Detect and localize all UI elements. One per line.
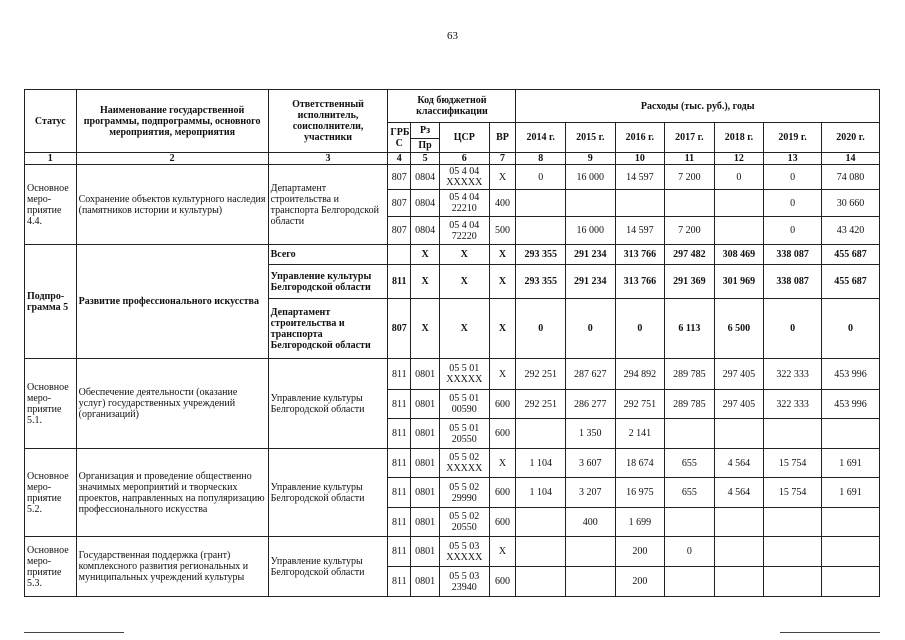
expense-cell: 0 — [615, 299, 665, 359]
column-number: 12 — [714, 153, 764, 165]
rz-cell: 0801 — [411, 537, 440, 567]
grbs-cell: 811 — [388, 419, 411, 449]
column-number-row — [25, 153, 880, 165]
column-number: 8 — [516, 153, 566, 165]
expense-cell — [516, 508, 566, 537]
expense-cell: 1 699 — [615, 508, 665, 537]
grbs-cell: 811 — [388, 265, 411, 299]
header-vr: ВР — [489, 123, 516, 153]
expense-cell: 16 000 — [566, 165, 616, 190]
expense-cell: 287 627 — [566, 359, 616, 390]
expense-cell: 16 000 — [566, 217, 616, 245]
expense-cell: 292 251 — [516, 390, 566, 419]
expense-cell: 1 691 — [822, 449, 880, 478]
vr-cell: X — [489, 449, 516, 478]
rz-cell: X — [411, 265, 440, 299]
header-year: 2017 г. — [665, 123, 715, 153]
bottom-rule-left — [24, 632, 124, 633]
vr-cell: 600 — [489, 390, 516, 419]
expense-cell: 3 207 — [566, 478, 616, 508]
expense-cell: 3 607 — [566, 449, 616, 478]
expense-cell — [764, 537, 822, 567]
grbs-cell: 811 — [388, 359, 411, 390]
expense-cell: 291 234 — [566, 265, 616, 299]
table-row — [25, 245, 880, 265]
csr-cell: 05 5 01 XXXXX — [440, 359, 490, 390]
expense-cell — [615, 190, 665, 217]
status-cell: Основное меро- приятие 5.2. — [25, 449, 77, 537]
grbs-cell: 807 — [388, 190, 411, 217]
expense-cell — [764, 567, 822, 597]
vr-cell: X — [489, 265, 516, 299]
expense-cell: 297 405 — [714, 390, 764, 419]
expense-cell — [516, 190, 566, 217]
header-budget-code: Код бюджетной классификации — [388, 90, 516, 123]
expense-cell: 297 405 — [714, 359, 764, 390]
name-cell: Сохранение объектов культурного наследия (памятников истории и культуры) — [76, 165, 268, 245]
name-cell: Организация и проведение общественно значимых мероприятий и творческих проектов, направленных на популяризацию профессионального искусства — [76, 449, 268, 537]
expense-cell — [822, 567, 880, 597]
status-cell: Основное меро- приятие 4.4. — [25, 165, 77, 245]
expense-cell: 289 785 — [665, 390, 715, 419]
header-pr: Пр — [411, 139, 440, 153]
bottom-rule-right — [780, 632, 880, 633]
csr-cell: 05 5 03 XXXXX — [440, 537, 490, 567]
expense-cell: 322 333 — [764, 359, 822, 390]
responsible-cell: Управление культуры Белгородской области — [268, 537, 388, 597]
expense-cell: 0 — [764, 217, 822, 245]
csr-cell: 05 5 03 23940 — [440, 567, 490, 597]
expense-cell: 1 104 — [516, 449, 566, 478]
expense-cell — [764, 419, 822, 449]
vr-cell: X — [489, 537, 516, 567]
rz-cell: X — [411, 299, 440, 359]
expense-cell — [714, 537, 764, 567]
expense-cell: 6 113 — [665, 299, 715, 359]
grbs-cell: 811 — [388, 449, 411, 478]
expense-cell: 308 469 — [714, 245, 764, 265]
expense-cell: 4 564 — [714, 478, 764, 508]
expense-cell — [714, 508, 764, 537]
expense-cell: 14 597 — [615, 165, 665, 190]
responsible-cell: Департамент строительства и транспорта Белгородской области — [268, 299, 388, 359]
rz-cell: 0801 — [411, 449, 440, 478]
column-number: 4 — [388, 153, 411, 165]
expense-cell — [714, 419, 764, 449]
expense-cell — [665, 508, 715, 537]
rz-cell: 0804 — [411, 217, 440, 245]
expense-cell: 74 080 — [822, 165, 880, 190]
expense-cell — [822, 508, 880, 537]
expense-cell: 453 996 — [822, 359, 880, 390]
expense-cell: 0 — [822, 299, 880, 359]
header-year: 2019 г. — [764, 123, 822, 153]
expense-cell: 0 — [714, 165, 764, 190]
expense-cell: 0 — [764, 299, 822, 359]
budget-table — [24, 89, 880, 597]
expense-cell: 200 — [615, 537, 665, 567]
expense-cell — [516, 217, 566, 245]
grbs-cell: 811 — [388, 567, 411, 597]
responsible-cell: Управление культуры Белгородской области — [268, 449, 388, 537]
expense-cell: 200 — [615, 567, 665, 597]
header-year: 2020 г. — [822, 123, 880, 153]
rz-cell: 0801 — [411, 419, 440, 449]
expense-cell — [566, 190, 616, 217]
expense-cell: 294 892 — [615, 359, 665, 390]
csr-cell: 05 5 02 20550 — [440, 508, 490, 537]
expense-cell: 292 251 — [516, 359, 566, 390]
grbs-cell: 811 — [388, 537, 411, 567]
table-row — [25, 165, 880, 190]
grbs-cell: 807 — [388, 299, 411, 359]
header-year: 2014 г. — [516, 123, 566, 153]
header-csr: ЦСР — [440, 123, 490, 153]
expense-cell — [714, 217, 764, 245]
grbs-cell: 811 — [388, 390, 411, 419]
status-cell: Основное меро- приятие 5.1. — [25, 359, 77, 449]
vr-cell: 500 — [489, 217, 516, 245]
expense-cell: 7 200 — [665, 217, 715, 245]
rz-cell: 0801 — [411, 508, 440, 537]
rz-cell: 0801 — [411, 359, 440, 390]
expense-cell — [566, 537, 616, 567]
header-rz: Рз — [411, 123, 440, 139]
rz-cell: 0801 — [411, 478, 440, 508]
name-cell: Обеспечение деятельности (оказание услуг) государственных учреждений (организаций) — [76, 359, 268, 449]
expense-cell: 1 691 — [822, 478, 880, 508]
csr-cell: X — [440, 245, 490, 265]
expense-cell: 0 — [516, 299, 566, 359]
vr-cell: X — [489, 245, 516, 265]
expense-cell — [665, 190, 715, 217]
column-number: 2 — [76, 153, 268, 165]
expense-cell: 313 766 — [615, 265, 665, 299]
vr-cell: 600 — [489, 419, 516, 449]
expense-cell: 313 766 — [615, 245, 665, 265]
expense-cell: 1 104 — [516, 478, 566, 508]
expense-cell: 338 087 — [764, 245, 822, 265]
name-cell: Государственная поддержка (грант) комплексного развития региональных и муниципальных учреждений культуры — [76, 537, 268, 597]
expense-cell: 6 500 — [714, 299, 764, 359]
expense-cell — [516, 567, 566, 597]
rz-cell: 0801 — [411, 567, 440, 597]
table-row — [25, 359, 880, 390]
grbs-cell: 807 — [388, 165, 411, 190]
header-responsible: Ответственный исполнитель, соисполнители, участники — [268, 90, 388, 153]
page-number: 63 — [447, 30, 458, 42]
expense-cell: 293 355 — [516, 265, 566, 299]
expense-cell: 0 — [764, 165, 822, 190]
header-year: 2016 г. — [615, 123, 665, 153]
rz-cell: 0804 — [411, 190, 440, 217]
expense-cell: 291 234 — [566, 245, 616, 265]
grbs-cell — [388, 245, 411, 265]
name-cell: Развитие профессионального искусства — [76, 245, 268, 359]
expense-cell — [822, 537, 880, 567]
responsible-cell: Управление культуры Белгородской области — [268, 359, 388, 449]
responsible-cell: Департамент строительства и транспорта Белгородской области — [268, 165, 388, 245]
column-number: 6 — [440, 153, 490, 165]
expense-cell: 18 674 — [615, 449, 665, 478]
table-row — [25, 537, 880, 567]
csr-cell: X — [440, 299, 490, 359]
expense-cell: 293 355 — [516, 245, 566, 265]
vr-cell: 600 — [489, 567, 516, 597]
grbs-cell: 807 — [388, 217, 411, 245]
responsible-cell: Управление культуры Белгородской области — [268, 265, 388, 299]
expense-cell: 7 200 — [665, 165, 715, 190]
expense-cell: 400 — [566, 508, 616, 537]
vr-cell: 400 — [489, 190, 516, 217]
expense-cell: 453 996 — [822, 390, 880, 419]
expense-cell — [822, 419, 880, 449]
column-number: 14 — [822, 153, 880, 165]
grbs-cell: 811 — [388, 508, 411, 537]
csr-cell: 05 4 04 22210 — [440, 190, 490, 217]
column-number: 13 — [764, 153, 822, 165]
responsible-cell: Всего — [268, 245, 388, 265]
grbs-cell: 811 — [388, 478, 411, 508]
vr-cell: X — [489, 165, 516, 190]
expense-cell — [665, 419, 715, 449]
expense-cell: 655 — [665, 478, 715, 508]
status-cell: Подпро- грамма 5 — [25, 245, 77, 359]
header-status: Статус — [25, 90, 77, 153]
expense-cell: 301 969 — [714, 265, 764, 299]
expense-cell: 30 660 — [822, 190, 880, 217]
vr-cell: 600 — [489, 508, 516, 537]
header-year: 2018 г. — [714, 123, 764, 153]
expense-cell: 289 785 — [665, 359, 715, 390]
expense-cell: 286 277 — [566, 390, 616, 419]
column-number: 9 — [566, 153, 616, 165]
column-number: 1 — [25, 153, 77, 165]
expense-cell — [665, 567, 715, 597]
csr-cell: 05 5 02 29990 — [440, 478, 490, 508]
header-year: 2015 г. — [566, 123, 616, 153]
expense-cell: 455 687 — [822, 265, 880, 299]
expense-cell: 322 333 — [764, 390, 822, 419]
expense-cell: 0 — [566, 299, 616, 359]
vr-cell: X — [489, 299, 516, 359]
rz-cell: 0801 — [411, 390, 440, 419]
expense-cell: 292 751 — [615, 390, 665, 419]
csr-cell: 05 5 01 00590 — [440, 390, 490, 419]
rz-cell: X — [411, 245, 440, 265]
column-number: 5 — [411, 153, 440, 165]
expense-cell: 43 420 — [822, 217, 880, 245]
rz-cell: 0804 — [411, 165, 440, 190]
expense-cell — [714, 190, 764, 217]
expense-cell: 16 975 — [615, 478, 665, 508]
csr-cell: 05 5 01 20550 — [440, 419, 490, 449]
csr-cell: 05 5 02 XXXXX — [440, 449, 490, 478]
expense-cell — [714, 567, 764, 597]
status-cell: Основное меро- приятие 5.3. — [25, 537, 77, 597]
expense-cell: 0 — [764, 190, 822, 217]
expense-cell: 2 141 — [615, 419, 665, 449]
expense-cell: 655 — [665, 449, 715, 478]
vr-cell: X — [489, 359, 516, 390]
csr-cell: 05 4 04 72220 — [440, 217, 490, 245]
column-number: 10 — [615, 153, 665, 165]
expense-cell: 455 687 — [822, 245, 880, 265]
expense-cell: 1 350 — [566, 419, 616, 449]
expense-cell — [764, 508, 822, 537]
vr-cell: 600 — [489, 478, 516, 508]
expense-cell: 14 597 — [615, 217, 665, 245]
expense-cell: 291 369 — [665, 265, 715, 299]
expense-cell: 338 087 — [764, 265, 822, 299]
csr-cell: 05 4 04 XXXXX — [440, 165, 490, 190]
header-name: Наименование государственной программы, подпрограммы, основного мероприятия, мероприятия — [76, 90, 268, 153]
csr-cell: X — [440, 265, 490, 299]
expense-cell: 4 564 — [714, 449, 764, 478]
column-number: 11 — [665, 153, 715, 165]
header-expenses: Расходы (тыс. руб.), годы — [516, 90, 880, 123]
column-number: 3 — [268, 153, 388, 165]
expense-cell: 15 754 — [764, 449, 822, 478]
table-row — [25, 449, 880, 478]
expense-cell: 297 482 — [665, 245, 715, 265]
expense-cell: 0 — [665, 537, 715, 567]
expense-cell — [566, 567, 616, 597]
expense-cell — [516, 419, 566, 449]
expense-cell: 15 754 — [764, 478, 822, 508]
header-grbs: ГРБ С — [388, 123, 411, 153]
column-number: 7 — [489, 153, 516, 165]
expense-cell: 0 — [516, 165, 566, 190]
expense-cell — [516, 537, 566, 567]
